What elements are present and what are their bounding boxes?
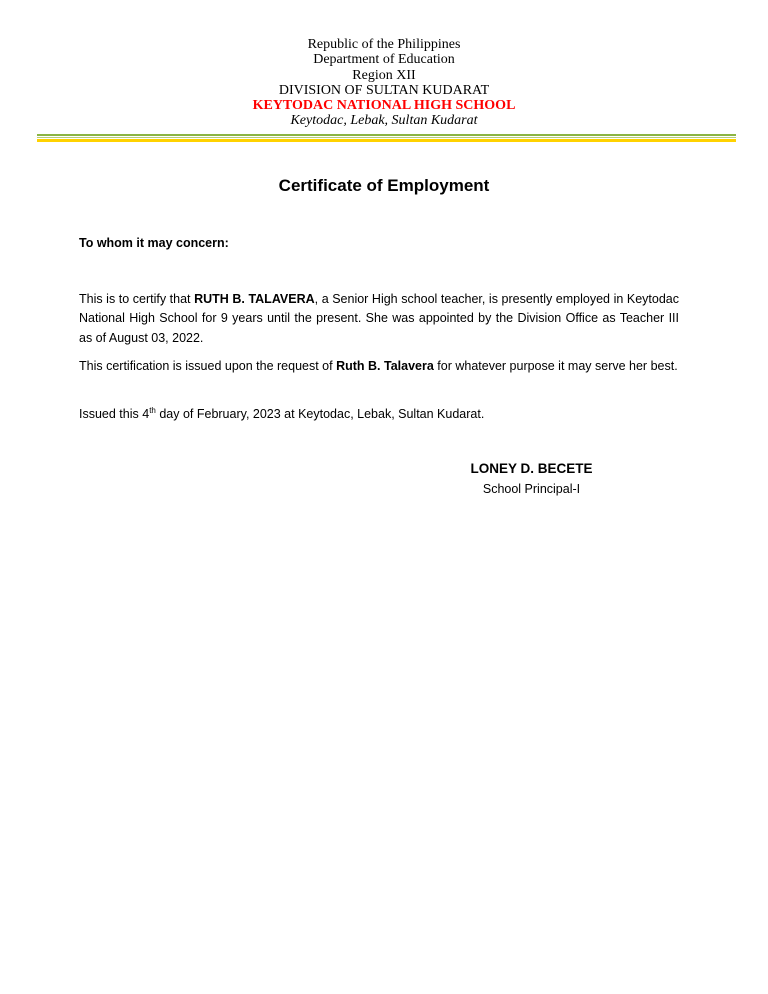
p1-rest: , a Senior High school teacher, is presently employed in Keytodac National High School for 9 years until the present. She was appointed by the Division Office as Teacher III as of August 03, 2022.: [79, 292, 679, 345]
school-address: Keytodac, Lebak, Sultan Kudarat: [290, 113, 478, 129]
p2-prefix: This certification is issued upon the request of: [79, 359, 337, 373]
letterhead: [0, 37, 768, 129]
requester-name: Ruth B. Talavera: [336, 359, 434, 373]
header-rule-light-green: [37, 137, 736, 138]
p1-prefix: This is to certify that: [79, 292, 195, 306]
region-line: Region XII: [352, 67, 416, 83]
p3-rest: day of February, 2023 at Keytodac, Lebak, Sultan Kudarat.: [155, 407, 485, 421]
signatory-title: School Principal-I: [482, 482, 581, 496]
republic-line: Republic of the Philippines: [307, 37, 461, 52]
header-rule-yellow: [37, 139, 736, 142]
issuance-paragraph: [79, 405, 679, 424]
school-name: KEYTODAC NATIONAL HIGH SCHOOL: [252, 98, 516, 114]
p2-rest: for whatever purpose it may serve her best.: [433, 359, 678, 373]
purpose-paragraph: [79, 357, 679, 376]
signatory-name: LONEY D. BECETE: [470, 461, 593, 476]
ordinal-suffix: th: [149, 405, 156, 415]
header-rule-green: [37, 134, 736, 136]
salutation: To whom it may concern:: [79, 236, 229, 250]
division-line: DIVISION OF SULTAN KUDARAT: [278, 82, 490, 98]
document-title: Certificate of Employment: [278, 176, 490, 195]
department-line: Department of Education: [313, 52, 455, 68]
p3-prefix: Issued this 4: [79, 407, 150, 421]
employee-name: RUTH B. TALAVERA: [194, 292, 315, 306]
certification-paragraph: [79, 290, 679, 348]
